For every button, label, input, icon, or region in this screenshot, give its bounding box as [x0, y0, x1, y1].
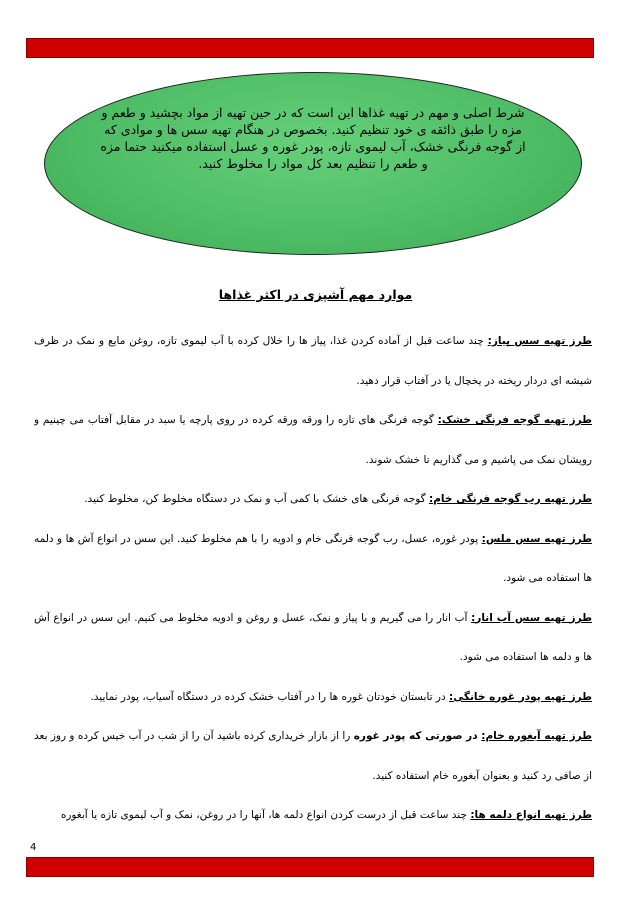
tip-text: شرط اصلی و مهم در تهیه غذاها این است که در حین تهیه از مواد بچشید و طعم و مزه را طبق ذائقه ی خود تنظیم کنید. بخصوص در هنگام تهیه سس ها و موادی که از گوجه فرنگی خشک، آب لیموی تازه، پودر غوره و عسل استفاده میکنید حتما مزه و طعم را تنظیم بعد کل مواد را مخلوط کنید.	[100, 105, 526, 171]
item-text: چند ساعت قبل از آماده کردن غذا، پیاز ها را خلال کرده با آب لیموی تازه، روغن مایع و نمک در ظرف شیشه ای دردار ریخته در یخچال یا در آفتاب قرار دهید.	[34, 335, 592, 387]
item-text: آب انار را می گیریم و با پیاز و نمک، عسل و روغن و ادویه مخلوط می کنیم. این سس در انواع آش ها و دلمه ها استفاده می شود.	[34, 611, 592, 663]
list-item	[34, 401, 592, 480]
item-text: گوجه فرنگی های تازه را ورقه ورقه کرده در روی پارچه یا سبد در مقابل آفتاب می چینیم و رویشان نمک می پاشیم و می گذاریم تا خشک شوند.	[34, 414, 592, 466]
item-text: گوجه فرنگی های خشک با کمی آب و نمک در دستگاه مخلوط کن، مخلوط کنید.	[84, 493, 430, 505]
item-term: طرز تهیه آبغوره خام:	[481, 730, 592, 742]
item-term: طرز تهیه انواع دلمه ها:	[470, 809, 592, 821]
list-item	[34, 480, 592, 520]
page-number: 4	[30, 842, 37, 853]
list-item	[34, 678, 592, 718]
item-term: طرز تهیه سس آب انار:	[471, 611, 592, 624]
item-term: طرز تهیه رب گوجه فرنگی خام:	[429, 493, 592, 505]
item-bold-text: در صورتی که پودر غوره	[353, 730, 482, 742]
list-item	[34, 599, 592, 678]
item-term: طرز تهیه سس ملس:	[481, 532, 592, 545]
item-term: طرز تهیه سس پیاز:	[487, 335, 592, 347]
item-term: طرز تهیه گوجه فرنگی خشک:	[437, 414, 592, 426]
top-red-bar	[26, 38, 594, 58]
item-text: پودر غوره، عسل، رب گوجه فرنگی خام و ادویه را با هم مخلوط کنید. این سس در انواع آش ها و دلمه ها استفاده می شود.	[34, 532, 592, 584]
item-text: در تابستان خودتان غوره ها را در آفتاب خشک کرده در دستگاه آسیاب، پودر نمایید.	[90, 690, 450, 703]
list-item	[34, 520, 592, 599]
section-heading-text: موارد مهم آشپزی در اکثر غذاها	[218, 287, 413, 302]
item-term: طرز تهیه پودر غوره خانگی:	[449, 690, 592, 703]
recipe-list	[34, 322, 592, 836]
list-item	[34, 717, 592, 796]
bottom-red-bar	[26, 857, 594, 877]
section-heading	[0, 284, 631, 303]
list-item	[34, 796, 592, 836]
item-text: را از بازار خریداری کرده باشید آن را از شب در آب خیس کرده و روز بعد از صافی رد کنید و بعنوان آبغوره خام استفاده کنید.	[34, 730, 592, 782]
list-item	[34, 322, 592, 401]
item-text: چند ساعت قبل از درست کردن انواع دلمه ها، آنها را در روغن، نمک و آب لیموی تازه یا آبغوره	[60, 809, 471, 821]
